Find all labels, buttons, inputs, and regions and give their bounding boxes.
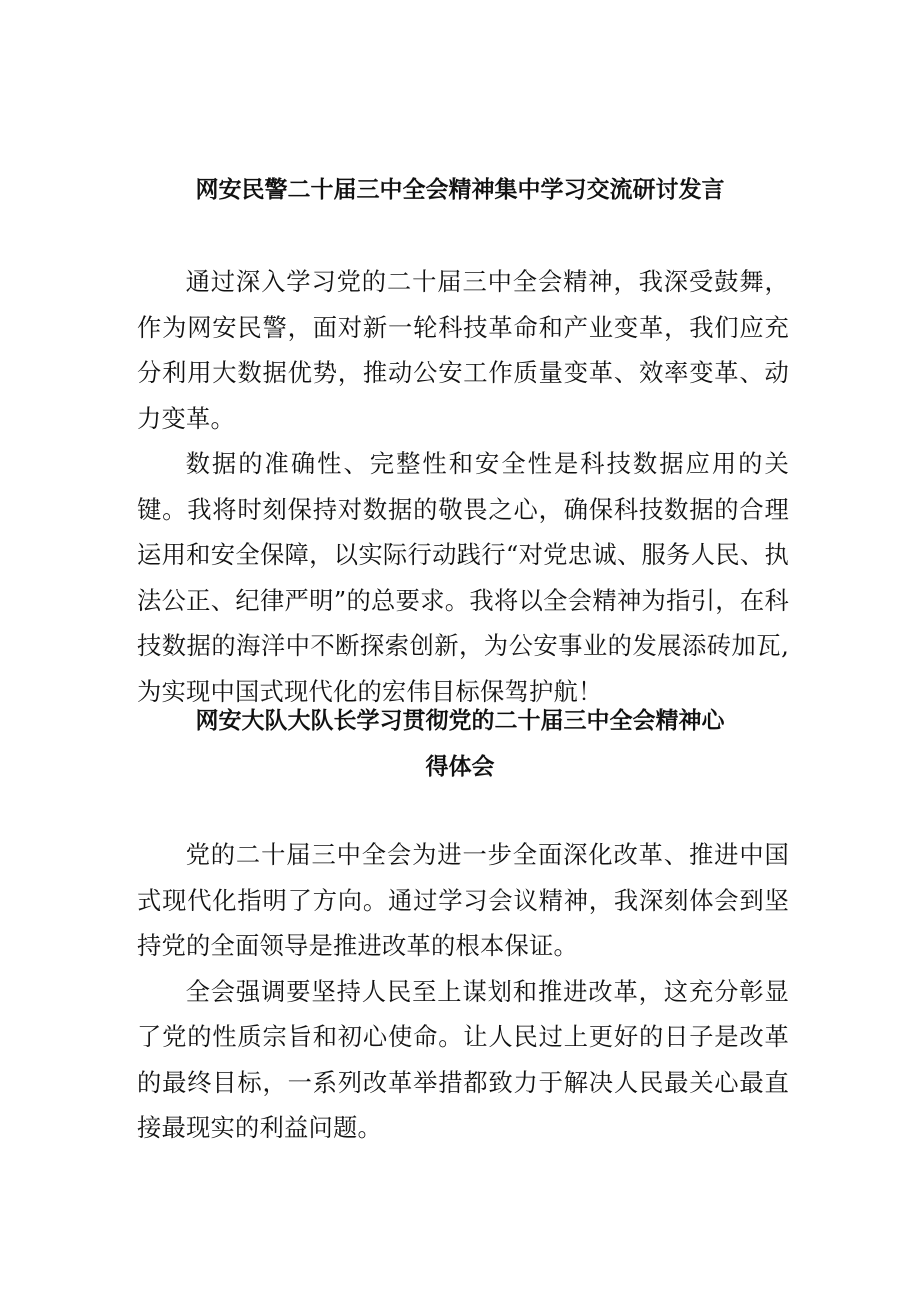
section-1-paragraph-1: 通过深入学习党的二十届三中全会精神，我深受鼓舞，作为网安民警，面对新一轮科技革命和产业变革，我们应充分利用大数据优势，推动公安工作质量变革、效率变革、动力变革。 — [137, 267, 789, 433]
section-2-title-line-1: 网安大队大队长学习贯彻党的二十届三中全会精神心 — [195, 708, 725, 734]
section-2-body — [137, 832, 789, 1151]
section-1-body — [137, 259, 789, 714]
section-1-title: 网安民警二十届三中全会精神集中学习交流研讨发言 — [195, 177, 725, 203]
section-2-title — [0, 698, 920, 790]
section-2-paragraph-1: 党的二十届三中全会为进一步全面深化改革、推进中国式现代化指明了方向。通过学习会议精神，我深刻体会到坚持党的全面领导是推进改革的根本保证。 — [137, 840, 789, 960]
section-1-paragraph-2: 数据的准确性、完整性和安全性是科技数据应用的关键。我将时刻保持对数据的敬畏之心，确保科技数据的合理运用和安全保障，以实际行动践行“对党忠诚、服务人民、执法公正、纪律严明”的总要求。我将以全会精神为指引，在科技数据的海洋中不断探索创新，为公安事业的发展添砖加瓦,为实现中国式现代化的宏伟目标保驾护航！ — [137, 449, 789, 706]
section-2-paragraph-2: 全会强调要坚持人民至上谋划和推进改革，这充分彰显了党的性质宗旨和初心使命。让人民过上更好的日子是改革的最终目标，一系列改革举措都致力于解决人民最关心最直接最现实的利益问题。 — [137, 976, 789, 1142]
section-2-title-line-2: 得体会 — [425, 754, 495, 780]
